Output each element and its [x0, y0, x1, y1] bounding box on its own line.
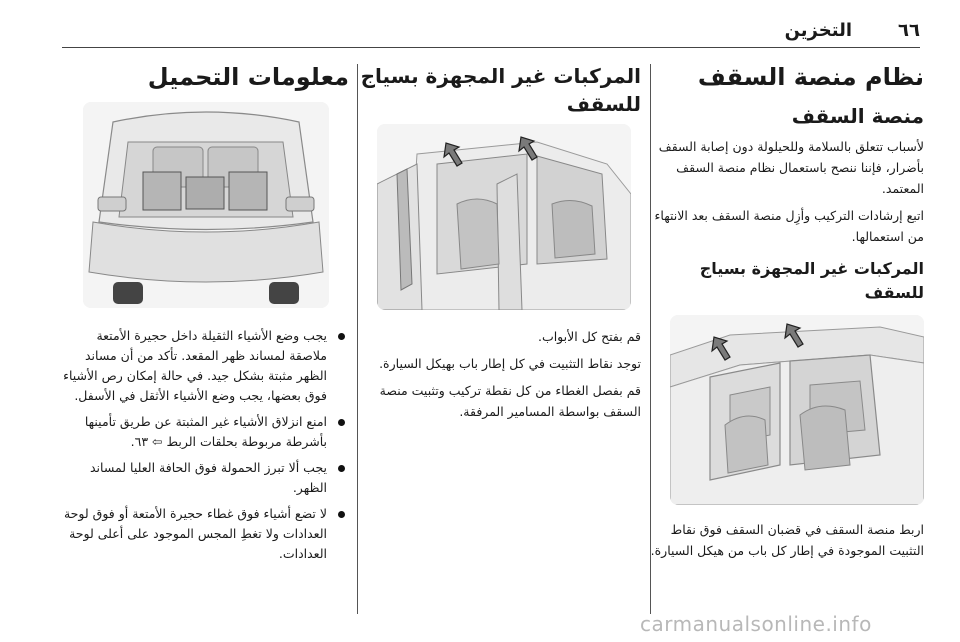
list-item: امنع انزلاق الأشياء غير المثبتة عن طريق تأمينها بأشرطة مربوطة بحلقات الربط ⇦ ٦٣. — [61, 412, 349, 452]
bullet-icon — [338, 333, 345, 340]
right-column — [642, 62, 924, 567]
list-item: يجب ألا تبرز الحمولة فوق الحافة العليا لمساند الظهر. — [61, 458, 349, 498]
car-roof-illustration — [670, 315, 924, 505]
loading-bullet-list — [61, 326, 349, 564]
paragraph: قم بفتح كل الأبواب. — [537, 329, 641, 344]
heading-without-roof-rails: المركبات غير المجهزة بسياج للسقف — [699, 259, 924, 302]
car-open-doors-illustration — [377, 124, 631, 310]
paragraph: لأسباب تتعلق بالسلامة وللحيلولة دون إصابة السقف بأضرار، فإننا ننصح باستعمال نظام منصة السقف المعتمد. — [658, 139, 924, 196]
heading-roof-rack-system: نظام منصة السقف — [697, 63, 924, 91]
subheading-roof-rack: منصة السقف — [791, 104, 924, 128]
bullet-icon — [338, 465, 345, 472]
page-number: ٦٦ — [898, 20, 920, 41]
heading-loading-information: معلومات التحميل — [147, 63, 349, 91]
page-header — [62, 18, 920, 48]
bullet-icon — [338, 511, 345, 518]
car-trunk-illustration — [83, 102, 329, 308]
paragraph: قم بفصل الغطاء من كل نقطة تركيب وتثبيت منصة السقف بواسطة المسامير المرفقة. — [379, 383, 641, 419]
left-column — [61, 62, 349, 570]
heading-without-roof-rails: المركبات غير المجهزة بسياج للسقف — [360, 64, 641, 116]
middle-column — [355, 62, 641, 428]
bullet-icon — [338, 419, 345, 426]
watermark: carmanualsonline.info — [640, 612, 872, 636]
paragraph: اتبع إرشادات التركيب وأزِل منصة السقف بعد الانتهاء من استعمالها. — [654, 208, 924, 244]
list-item: يجب وضع الأشياء الثقيلة داخل حجيرة الأمتعة ملاصقة لمساند ظهر المقعد. تأكد من أن مساند الظهر مثبتة بشكل جيد. في حالة إمكان رص الأشياء فوق بعضها، يجب وضع الأشياء الأثقل في الأسفل. — [61, 326, 349, 406]
paragraph: توجد نقاط التثبيت في كل إطار باب بهيكل السيارة. — [379, 356, 641, 371]
section-title: التخزين — [784, 20, 852, 41]
figure-caption: اربط منصة السقف في قضبان السقف فوق نقاط التثبيت الموجودة في إطار كل باب من هيكل السيارة. — [650, 522, 924, 558]
list-item: لا تضع أشياء فوق غطاء حجيرة الأمتعة أو فوق لوحة العدادات ولا تغطِ المجس الموجود على أعلى لوحة العدادات. — [61, 504, 349, 564]
